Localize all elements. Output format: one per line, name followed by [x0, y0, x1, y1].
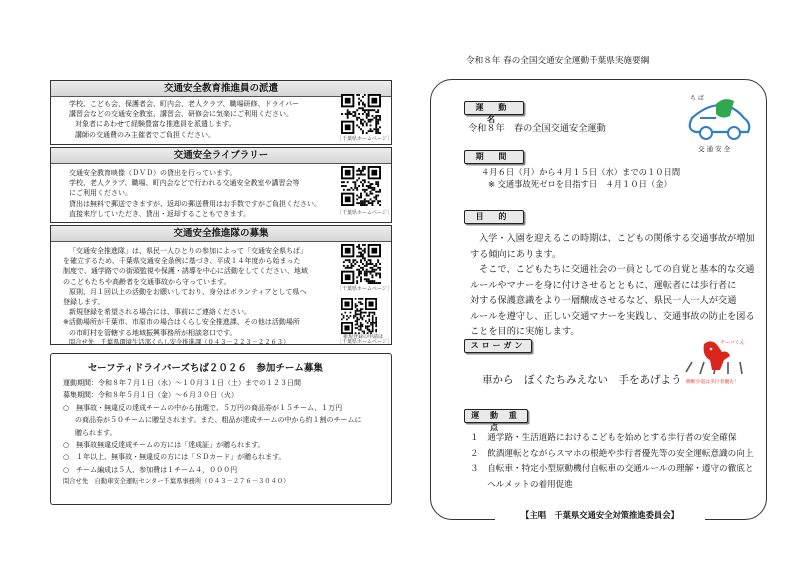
mascot-crosswalk-icon — [678, 340, 758, 380]
section-body — [69, 168, 321, 219]
label-period: 期 間 — [464, 150, 524, 164]
period-note: ※ 交通事故死ゼロを目指す日 ４月１０日（金） — [488, 179, 672, 189]
text-line: 登録します。 — [63, 298, 105, 307]
car-logo-icon — [678, 96, 758, 146]
text-line: のこどもたちや高齢者を交通事故から守っています。 — [63, 277, 231, 286]
priority-item: ２ 飲酒運転とながらスマホの根絶や歩行者優先等の安全運転意識の向上 — [470, 448, 754, 459]
campaign-name: 令和８年 春の全国交通安全運動 — [468, 123, 606, 134]
qr-caption: ［千葉県ホームページ］ — [337, 339, 392, 345]
label-campaign-name: 運 動 名 — [464, 101, 524, 115]
label-priorities: 運 動 重 点 — [464, 409, 528, 423]
section-title: 交通安全教育推進員の派遣 — [51, 81, 391, 97]
purpose-text — [470, 231, 755, 340]
section-title: セーフティドライバーズちば２０２６ 参加チーム募集 — [88, 363, 323, 374]
text-line: 学校、老人クラブ、職場、町内会などで行われる交通安全教室や講習会等 — [69, 179, 300, 188]
qr-caption: ［千葉県ホームページ］ — [337, 136, 392, 142]
text-line: ○ チーム編成は５人、参加費は１チーム４，０００円 — [63, 465, 238, 474]
text-line: 原則、月１回以上の活動をお願いしており、身分はボランティアとして県へ — [69, 287, 307, 296]
qr-code-icon[interactable] — [341, 244, 381, 284]
text-line: ルールやマナーを身に付けさせるとともに、運転者には歩行者に — [470, 279, 737, 291]
label-purpose: 目 的 — [464, 210, 524, 224]
contact-line: 問合せ先 千葉県環境生活部くらし安全推進課（０４３－２２３－２２６３） — [69, 338, 290, 346]
text-line: ○ 無事故・無違反の達成チームの中から抽選で、５万円の商品券が１５チーム、１万円 — [63, 403, 343, 412]
logo-small-text: ち ば — [690, 95, 704, 102]
text-line: 交通安全教育映像（ＤＶＤ）の貸出を行っています。 — [69, 169, 237, 177]
priority-item: １ 通学路・生活道路におけるこどもを始めとする歩行者の安全確保 — [470, 433, 737, 443]
text-line: 講習会などの交通安全教室、講習会、研修会に気楽にご利用ください。 — [69, 110, 293, 119]
text-line: ことを目的に実施します。 — [470, 326, 580, 337]
text-line: 貸出は無料で郵送できますが、返却の郵送費用はお手数ですがご負担ください。 — [69, 199, 321, 208]
text-line: 学校、こども会、保護者会、町内会、老人クラブ、職場研修、ドライバー — [69, 100, 300, 108]
text-line: 対する保護意識をより一層醸成させるなど、県民一人一人が交通 — [470, 295, 737, 306]
priorities-list — [470, 431, 753, 493]
section-title: 交通安全ライブラリー — [51, 148, 391, 164]
section-title: 交通安全推進隊の募集 — [51, 226, 391, 242]
text-line: の市町村を管轄する地域振興事務所が相談窓口です。 — [69, 328, 237, 337]
text-line: ○ １年以上、無事故・無違反の方には「ＳＤカード」が贈られます。 — [63, 453, 286, 462]
text-line: ○ 無事故無違反達成チームの方には「達成証」が贈られます。 — [63, 441, 265, 450]
text-line: ※活動場所が千葉市、市原市の場合はくらし安全推進課、その他は活動場所 — [63, 318, 300, 327]
qr-code-icon[interactable] — [341, 166, 381, 206]
sponsor-line: 【主唱 千葉県交通安全対策推進委員会】 — [495, 508, 705, 522]
section-library — [50, 147, 392, 223]
text-line: 制度で、通学路での街頭監視や保護・誘導を中心に活動をしてください、地域 — [63, 267, 308, 276]
mascot-illustration — [678, 340, 758, 386]
text-line: 対象者にあわせて経験豊富な推進員を派遣します。 — [75, 120, 236, 129]
text-line: 募集期間：令和８年５月１日（金）～６月３０日（火） — [63, 391, 238, 400]
section-safety-drivers — [50, 353, 392, 505]
text-line: 「交通安全推進隊」は、県民一人ひとりの参加によって「交通安全県ちば」 — [69, 247, 307, 255]
mascot-caption: 横断歩道は歩行者優先！ — [686, 380, 739, 385]
priority-item: ３ 自転車・特定小型原動機付自転車の交通ルールの理解・遵守の徹底と — [470, 464, 754, 474]
text-line: 運動期間：令和８年７月１日（水）～１０月３１日（土）までの１２３日間 — [63, 379, 301, 387]
qr-caption: 新規登録の申請は — [343, 334, 384, 340]
qr-code-icon[interactable] — [341, 94, 381, 134]
mascot-name: チーバくん — [720, 340, 745, 346]
period-dates: ４月６日（月）から４月１５日（水）までの１０日間 — [481, 167, 681, 177]
qr-caption: ［千葉県ホームページ］ — [337, 286, 392, 292]
qr-code-icon[interactable] — [341, 298, 377, 334]
section-volunteer-recruit — [50, 225, 392, 345]
text-line: の商品券が５０チームに贈呈されます。また、粗品が達成チームの中から約１割のチームに — [75, 416, 362, 425]
text-line: 贈られます。 — [75, 428, 117, 437]
section-body — [63, 246, 308, 348]
text-line: を確立するため、千葉県交通安全条例に基づき、平成１４年度から始まった — [63, 257, 301, 266]
qr-caption: ［千葉県ホームページ］ — [337, 210, 392, 216]
chiba-traffic-safety-logo — [678, 96, 758, 158]
text-line: する傾向にあります。 — [470, 248, 562, 260]
priority-item: ヘルメットの着用促進 — [470, 479, 573, 490]
text-line: 新規登録を希望される場合には、事前にご連絡ください。 — [69, 308, 251, 317]
logo-text: 交 通 安 全 — [698, 145, 731, 153]
text-line: 直接来庁していただき、貸出・返却することもできます。 — [69, 209, 251, 218]
text-line: 講師の交通費のみ主催者でご負担ください。 — [75, 130, 215, 139]
label-slogan: スローガン — [464, 339, 532, 353]
text-line: ルールを遵守し、正しい交通マナーを実践し、交通事故の防止を図る — [470, 310, 755, 322]
page-title: 令和８年 春の全国交通安全運動千葉県実施要綱 — [466, 56, 650, 66]
section-body — [69, 99, 299, 140]
slogan-text: 車から ぼくたちみえない 手をあげよう — [482, 374, 682, 386]
section-body — [63, 377, 361, 489]
text-line: そこで、こどもたちに交通社会の一員としての自覚と基本的な交通 — [479, 264, 755, 275]
contact-line: 問合せ先 自動車安全運転センター千葉県事務所（０４３－２７６－３０４０） — [63, 478, 290, 486]
text-line: 入学・入園を迎えるこの時期は、こどもの関係する交通事故が増加 — [479, 233, 755, 244]
text-line: にご利用ください。 — [69, 189, 132, 198]
section-education-volunteers — [50, 80, 392, 145]
